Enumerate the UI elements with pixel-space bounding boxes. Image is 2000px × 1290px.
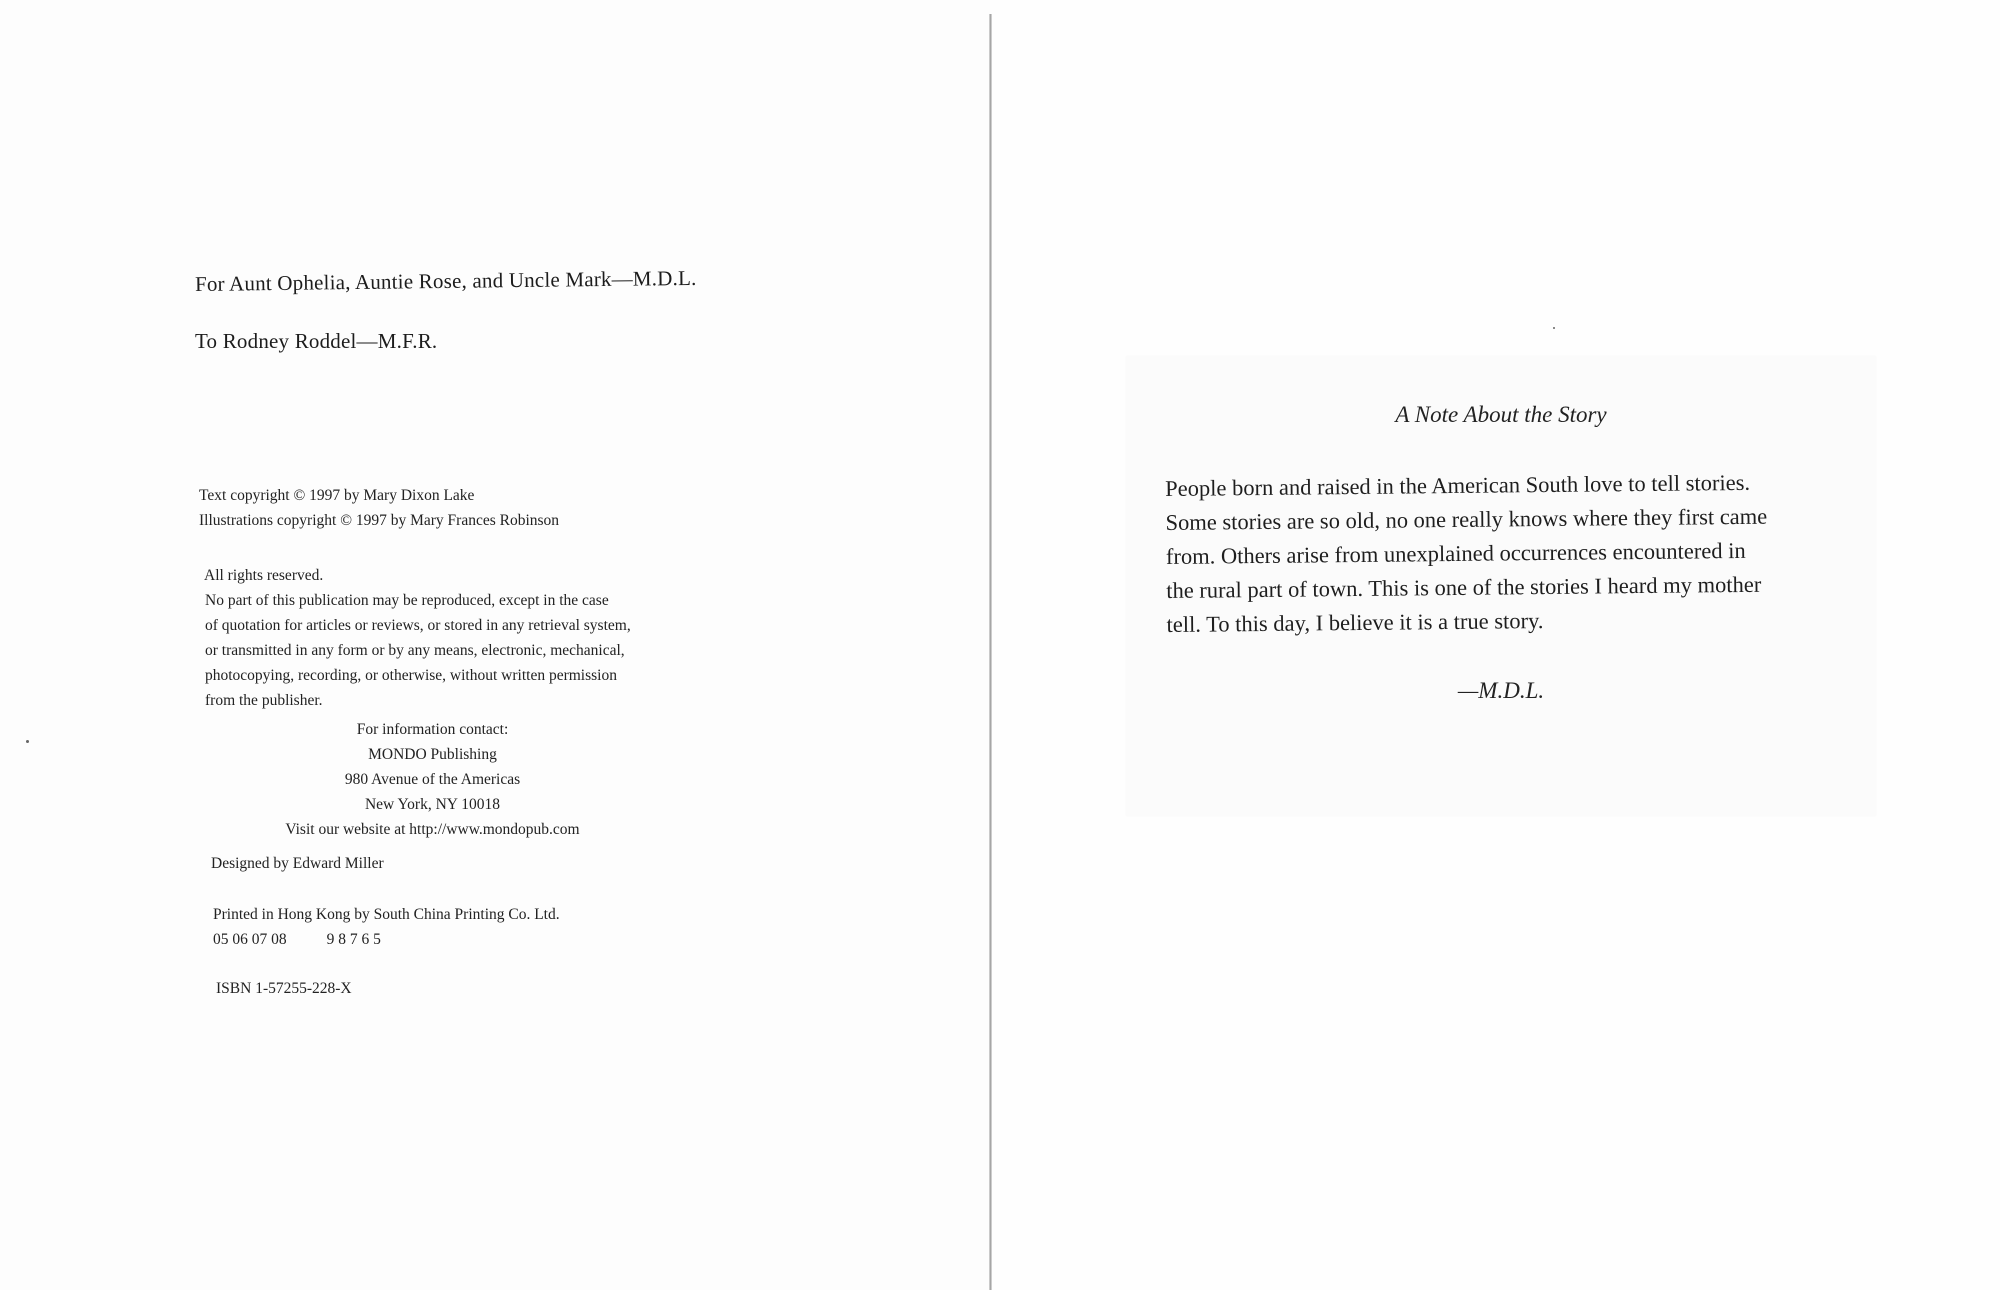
rights-line: or transmitted in any form or by any means, electronic, mechanical, [205, 642, 625, 659]
rights-line: of quotation for articles or reviews, or stored in any retrieval system, [205, 617, 631, 634]
dedication-illustrator: To Rodney Roddel—M.F.R. [195, 329, 438, 353]
rights-statement [205, 588, 631, 713]
publisher-website: Visit our website at http://www.mondopub.com [285, 821, 580, 838]
paper-speck [1553, 327, 1555, 329]
rights-reserved: All rights reserved. [204, 567, 324, 584]
publisher-city: New York, NY 10018 [364, 796, 501, 813]
note-signature: —M.D.L. [1457, 678, 1545, 703]
contact-heading: For information contact: [356, 721, 509, 738]
left-page [0, 0, 990, 1290]
printer-credit: Printed in Hong Kong by South China Printing Co. Ltd. [213, 906, 560, 923]
illustrations-copyright-line: Illustrations copyright © 1997 by Mary Frances Robinson [199, 512, 560, 529]
print-codes [213, 927, 381, 952]
paper-speck [26, 740, 29, 743]
publisher-street: 980 Avenue of the Americas [344, 771, 521, 788]
note-body [1165, 465, 1867, 642]
rights-line: photocopying, recording, or otherwise, without written permission [205, 667, 617, 684]
rights-line: from the publisher. [205, 692, 323, 709]
note-line: the rural part of town. This is one of the stories I heard my mother [1166, 571, 1762, 603]
note-line: tell. To this day, I believe it is a true story. [1166, 608, 1544, 637]
publisher-contact [200, 717, 665, 842]
copyright-notice [199, 483, 559, 533]
note-line: Some stories are so old, no one really knows where they first came [1165, 503, 1768, 535]
print-run: 9 8 7 6 5 [326, 931, 381, 948]
rights-line: No part of this publication may be reproduced, except in the case [205, 592, 609, 609]
isbn: ISBN 1-57255-228-X [216, 980, 352, 997]
note-title: A Note About the Story [1395, 402, 1607, 427]
text-copyright-line: Text copyright © 1997 by Mary Dixon Lake [199, 487, 475, 504]
note-line: from. Others arise from unexplained occurrences encountered in [1165, 537, 1746, 569]
note-line: People born and raised in the American South love to tell stories. [1165, 469, 1751, 501]
dedication-author: For Aunt Ophelia, Auntie Rose, and Uncle Mark—M.D.L. [194, 265, 697, 296]
publisher-name: MONDO Publishing [368, 746, 497, 763]
print-years: 05 06 07 08 [213, 931, 287, 948]
designer-credit: Designed by Edward Miller [211, 855, 384, 872]
